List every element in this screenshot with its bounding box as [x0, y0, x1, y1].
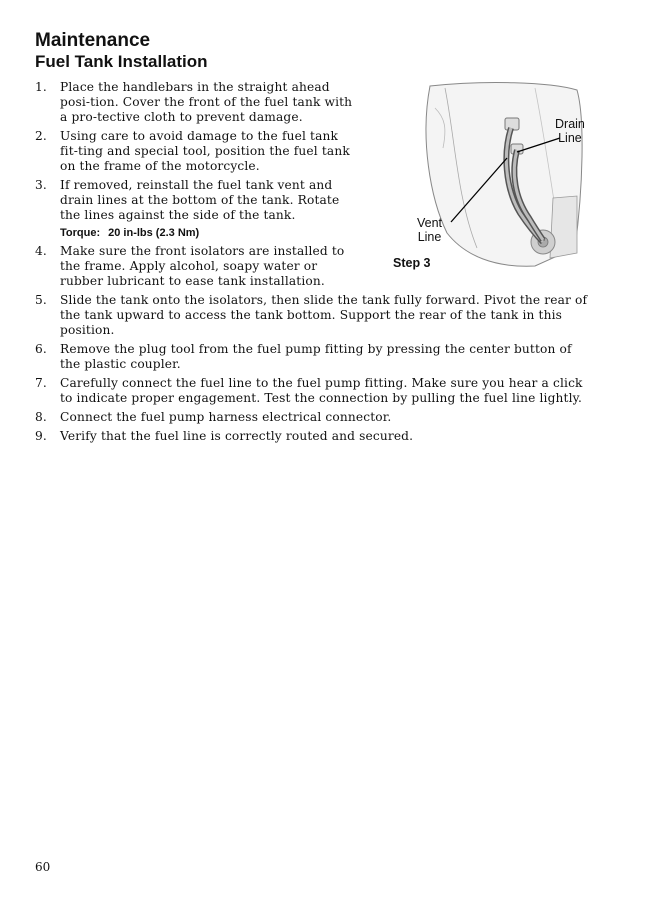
- drain-line-label: Drain Line: [555, 117, 585, 145]
- figure-caption: Step 3: [393, 256, 431, 270]
- step-text: Remove the plug tool from the fuel pump fitting by pressing the center button of the plastic coupler.: [60, 342, 572, 371]
- vent-line-label: Vent Line: [417, 216, 443, 244]
- fuel-tank-figure: [385, 78, 595, 278]
- step-text: If removed, reinstall the fuel tank vent and drain lines at the bottom of the tank. Rotate the lines against the side of the tank.: [60, 178, 340, 222]
- step-text: Carefully connect the fuel line to the fuel pump fitting. Make sure you hear a click to indicate proper engagement. Test the connection by pulling the fuel line lightly.: [60, 376, 583, 405]
- list-item: [35, 244, 360, 289]
- step-text: Slide the tank onto the isolators, then slide the tank fully forward. Pivot the rear of the tank upward to access the tank bottom. Support the rear of the tank in this position.: [60, 293, 588, 337]
- step-number: 5.: [35, 293, 47, 307]
- torque-label: Torque:: [60, 227, 101, 239]
- torque-value: 20 in-lbs (2.3 Nm): [108, 227, 200, 239]
- step-number: 4.: [35, 244, 47, 258]
- list-item: [35, 129, 360, 174]
- list-item: [35, 293, 595, 338]
- step-number: 7.: [35, 376, 47, 390]
- list-item: [35, 410, 595, 425]
- list-item: [35, 80, 360, 125]
- step-text: Place the handlebars in the straight ahead posi-tion. Cover the front of the fuel tank with a pro-tective cloth to prevent damage.: [60, 80, 353, 124]
- section-heading: Maintenance: [35, 30, 151, 51]
- page-number: 60: [35, 860, 51, 874]
- step-text: Using care to avoid damage to the fuel tank fit-ting and special tool, position the fuel tank on the frame of the motorcycle.: [60, 129, 350, 173]
- list-item: [35, 429, 595, 444]
- list-item: [35, 376, 595, 406]
- step-number: 8.: [35, 410, 47, 424]
- step-number: 1.: [35, 80, 47, 94]
- step-number: 9.: [35, 429, 47, 443]
- list-item: [35, 178, 360, 223]
- list-item: [35, 342, 595, 372]
- step-text: Connect the fuel pump harness electrical connector.: [60, 410, 392, 424]
- step-text: Make sure the front isolators are installed to the frame. Apply alcohol, soapy water or rubber lubricant to ease tank installation.: [60, 244, 345, 288]
- step-number: 2.: [35, 129, 47, 143]
- step-number: 3.: [35, 178, 47, 192]
- fuel-tank-illustration: [385, 78, 595, 278]
- page-title: Fuel Tank Installation: [35, 52, 208, 71]
- step-text: Verify that the fuel line is correctly routed and secured.: [60, 429, 414, 443]
- step-number: 6.: [35, 342, 47, 356]
